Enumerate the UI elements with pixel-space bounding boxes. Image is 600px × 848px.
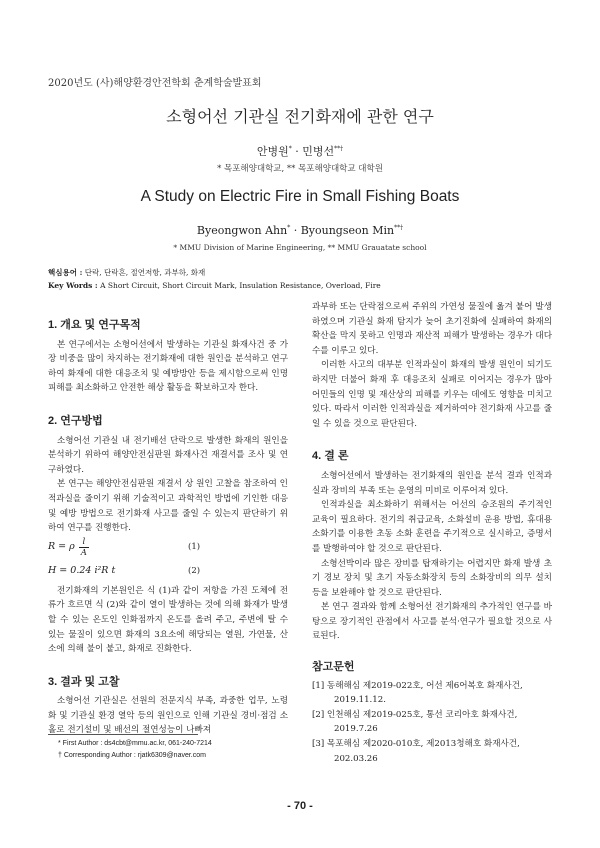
section-2-paragraph-3: 전기화재의 기본원인은 식 (1)과 같이 저항을 가진 도체에 전류가 흐르면 식 (2)와 같이 열이 발생하는 것에 의해 화재가 발생할 수 있는 온도인 인화점까지 온도를 올려 주고, 주변에 탈 수 있는 물질이 있으면 화재의 3요소에 해당되는 열원, 가연물, 산소에 의해 불이 붙고, 화재로 진화한다. [48, 585, 288, 655]
footnote-corresponding-author: † Corresponding Author : rjatk6309@naver.com [58, 752, 206, 759]
footnote-first-author: * First Author : ds4cbt@mmu.ac.kr, 061-240-7214 [58, 740, 212, 747]
section-3-paragraph-1-cont: 과부하 또는 단락점으로써 주위의 가연성 물질에 옮겨 붙어 발생하였으며 기관실 화재 탐지가 늦어 초기진화에 실패하여 화재의 확산을 막지 못하고 인명과 재산적 피해가 발생하는 경우가 대다수를 이루고 있다. [312, 302, 552, 356]
equation-1-lhs: R = ρ [48, 541, 75, 553]
keywords-english-label: Key Words : [48, 281, 98, 290]
conference-header: 2020년도 (사)해양환경안전학회 춘계학술발표회 [48, 78, 262, 89]
section-2-paragraph-2: 본 연구는 해양안전심판원 재결서 상 원인 고찰을 참조하여 인적과실을 줄이기 위해 기술적이고 과학적인 방법에 기인한 대응 및 예방 방법으로 전기화재 사고를 줄일 수 있는지 판단하기 위하여 연구를 진행한다. [48, 479, 288, 534]
equation-1-numerator: l [82, 537, 86, 548]
keywords-korean-label: 핵심용어 : [48, 268, 83, 277]
reference-item-1: [1] 동해해심 제2019-022호, 어선 제6어복호 화재사건, 2019.11.12. [312, 680, 523, 706]
section-3-paragraph-1: 소형어선 기관실은 선원의 전문지식 부족, 과중한 업무, 노령화 및 기관실 환경 열악 등의 원인으로 인해 기관실 경비·점검 소홀로 전기설비 및 배선의 절연성능이 나빠져 [48, 696, 288, 736]
section-1-title: 1. 개요 및 연구목적 [48, 319, 141, 331]
section-2-paragraph-1: 소형어선 기관실 내 전기배선 단락으로 발생한 화재의 원인을 분석하기 위하여 해양안전심판원 화재사건 재결서를 조사 및 연구하였다. [48, 435, 288, 475]
footnote-divider [48, 734, 198, 735]
title-english: A Study on Electric Fire in Small Fishing Boats [140, 188, 460, 205]
reference-item-3: [3] 목포해심 제2020-010호, 제2013청해호 화재사건, 202.03.26 [312, 739, 520, 764]
equation-2-label: (2) [188, 566, 201, 577]
section-3-paragraph-2: 이러한 사고의 대부분 인적과실이 화재의 발생 원인이 되기도 하지만 더불어 화재 후 대응조치 실패로 이어지는 경우가 많아 어민들의 인명 및 재산상의 피해를 키우는 데에도 영향을 미치고 있다. 따라서 이러한 인적과실을 제거하여야 전기화재 사고를 줄일 수 있을 것으로 판단된다. [312, 360, 552, 429]
section-4-paragraph-3: 소형선박이라 많은 장비를 탑재하기는 어렵지만 화재 발생 초기 경보 장치 및 초기 자동소화장치 등의 소화장비의 의무 설치 등을 보완해야 할 것으로 판단된다. [312, 558, 552, 598]
section-3-title: 3. 결과 및 고찰 [48, 675, 120, 688]
author-1-mark: * [288, 145, 292, 153]
section-1-paragraph: 본 연구에서는 소형어선에서 발생하는 기관실 화재사건 중 가장 비중을 많이 차지하는 전기화재에 대한 원인을 분석하고 연구하여 화재에 대한 대응조치 및 예방방안 등을 제시함으로써 인명피해를 최소화하고 안전한 해상 활동을 확보하고자 한다. [48, 339, 288, 394]
section-4-paragraph-4: 본 연구 결과와 함께 소형어선 전기화재의 추가적인 연구를 바탕으로 장기적인 관점에서 사고를 분석·연구가 필요할 것으로 사료된다. [312, 602, 552, 642]
author-1: 안병원 [256, 145, 289, 158]
keywords-english [48, 281, 381, 290]
equation-2-text: H = 0.24 i²R t [48, 565, 116, 577]
right-column [312, 300, 552, 766]
author-1-en-mark: * [287, 224, 291, 232]
equation-2 [48, 560, 288, 584]
section-4-paragraph-2: 인적과실을 최소화하기 위해서는 어선의 승조원의 주기적인 교육이 필요하다. 전기의 취급교육, 소화설비 운용 방법, 휴대용 소화기를 이용한 초동 소화 훈련을 주기적으로 실시하고, 증명서를 발행하여야 할 것으로 판단된다. [312, 500, 552, 554]
left-column [48, 300, 288, 738]
author-2-mark: **† [334, 145, 344, 153]
author-separator-en: · [290, 224, 301, 237]
section-2-title: 2. 연구방법 [48, 414, 103, 427]
author-2-en-mark: **† [394, 224, 404, 232]
affiliation-korean: * 목포해양대학교, ** 목포해양대학교 대학원 [217, 164, 383, 174]
references-title: 참고문헌 [312, 661, 355, 674]
authors-korean [0, 143, 600, 159]
keywords-korean-text: 단락, 단락흔, 절연저항, 과부하, 화재 [82, 268, 206, 277]
authors-english [0, 224, 600, 237]
keywords-korean [48, 267, 205, 278]
equation-1-fraction [79, 537, 89, 558]
equation-1 [48, 536, 288, 560]
affiliation-english: * MMU Division of Marine Engineering, ** MMU Grauatate school [173, 243, 427, 252]
author-1-en: Byeongwon Ahn [196, 224, 288, 237]
reference-item-2: [2] 인천해심 제2019-025호, 통선 코리아호 화재사건, 2019.7.26 [312, 709, 518, 735]
author-2-en: Byoungseon Min [300, 224, 395, 237]
equation-1-denominator: A [80, 548, 87, 559]
equation-1-label: (1) [188, 542, 201, 553]
section-4-paragraph-1: 소형어선에서 발생하는 전기화재의 원인을 분석 결과 인적과실과 장비의 부족 또는 운영의 미비로 이루어져 있다. [312, 470, 552, 496]
author-2: 민병선 [302, 145, 335, 158]
title-korean: 소형어선 기관실 전기화재에 관한 연구 [166, 107, 434, 126]
page-number: - 70 - [287, 800, 313, 812]
keywords-english-text: A Short Circuit, Short Circuit Mark, Insulation Resistance, Overload, Fire [97, 281, 381, 290]
author-separator: · [291, 145, 303, 158]
section-4-title: 4. 결 론 [312, 450, 349, 463]
